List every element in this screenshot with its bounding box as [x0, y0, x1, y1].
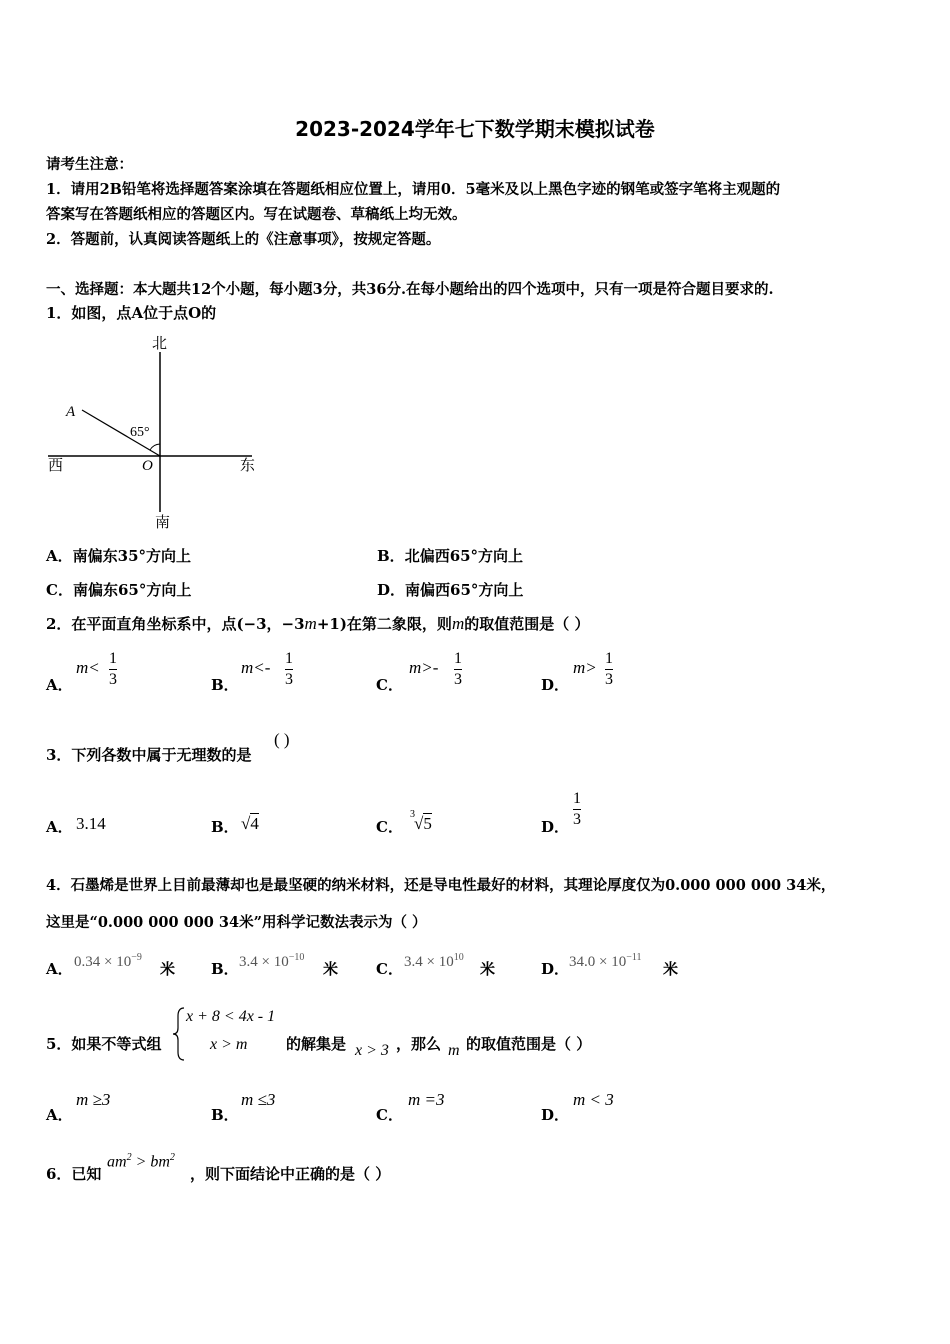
q4-option-b[interactable]: B． $3.4 \times 10^{-10}$ 米	[211, 952, 339, 978]
q5-option-c[interactable]: C． m =3	[376, 1090, 445, 1124]
q5-stem-a: 5．如果不等式组	[46, 1035, 162, 1053]
q6-stem-b: ，则下面结论中正确的是（ ）	[190, 1165, 391, 1183]
q5-stem-d: 的取值范围是（ ）	[466, 1035, 592, 1053]
q2-option-c[interactable]: C． m>- 1 3	[376, 650, 462, 694]
q2-option-d[interactable]: D． m> 1 3	[541, 650, 613, 694]
notice-heading: 请考生注意：	[46, 156, 133, 173]
q6-expression: $am^2 > bm^2$	[107, 1152, 175, 1171]
label-angle: 65°	[130, 425, 150, 440]
label-point-a: A	[66, 404, 76, 420]
q1-stem: 1．如图，点A位于点O的	[46, 304, 217, 322]
angle-arc	[150, 444, 160, 450]
q4-option-a[interactable]: A． $0.34 \times 10^{-9}$ 米	[46, 952, 176, 978]
q1-compass-figure	[40, 332, 270, 532]
q5-brace	[172, 1006, 186, 1062]
q1-option-d[interactable]: D．南偏西65°方向上	[377, 581, 524, 599]
section-heading: 一、选择题：本大题共12个小题，每小题3分，共36分.在每小题给出的四个选项中，只有一项是符合题目要求的.	[46, 281, 774, 298]
q5-stem-c: ，那么	[396, 1035, 442, 1053]
q2-option-b[interactable]: B． m<- 1 3	[211, 650, 293, 694]
page-title: 2023-2024学年七下数学期末模拟试卷	[295, 117, 655, 141]
q5-inequality-1: x + 8 < 4x - 1	[186, 1008, 276, 1025]
label-south: 南	[155, 515, 171, 531]
q5-stem-b: 的解集是	[286, 1035, 347, 1053]
q3-option-a[interactable]: A． 3.14	[46, 814, 106, 836]
q3-answer-paren: ( )	[274, 730, 290, 749]
q2-stem: 2．在平面直角坐标系中，点(−3，−3m+1)在第二象限，则m的取值范围是（ ）	[46, 614, 590, 633]
notice-line2: 2．答题前，认真阅读答题纸上的《注意事项》，按规定答题。	[46, 231, 441, 248]
q6-stem-a: 6．已知	[46, 1165, 102, 1183]
q4-line1: 4．石墨烯是世界上目前最薄却也是最坚硬的纳米材料，还是导电性最好的材料，其理论厚度仅为0.000 000 000 34米，	[46, 877, 836, 894]
q1-option-a[interactable]: A．南偏东35°方向上	[46, 547, 192, 565]
q3-option-c[interactable]: C． 3 √5	[376, 809, 432, 836]
notice-line1b: 答案写在答题纸相应的答题区内。写在试题卷、草稿纸上均无效。	[46, 206, 467, 223]
q5-option-a[interactable]: A． m ≥3	[46, 1090, 111, 1124]
q5-option-b[interactable]: B． m ≤3	[211, 1090, 276, 1124]
label-point-o: O	[142, 458, 153, 474]
q5-inequality-2: x > m	[210, 1036, 248, 1053]
q5-option-d[interactable]: D． m < 3	[541, 1090, 614, 1124]
q4-option-c[interactable]: C． $3.4 \times 10^{10}$ 米	[376, 952, 496, 978]
label-east: 东	[240, 458, 256, 474]
q5-solution: x > 3	[355, 1042, 389, 1059]
q4-line2: 这里是“0.000 000 000 34米”用科学记数法表示为（ ）	[46, 914, 427, 931]
q4-option-d[interactable]: D． $34.0 \times 10^{-11}$ 米	[541, 952, 679, 978]
q3-stem: 3．下列各数中属于无理数的是	[46, 746, 252, 764]
q2-option-a[interactable]: A． m< 1 3	[46, 650, 117, 694]
q1-option-c[interactable]: C．南偏东65°方向上	[46, 581, 192, 599]
q3-option-b[interactable]: B． √4	[211, 814, 259, 836]
q1-option-b[interactable]: B．北偏西65°方向上	[377, 547, 524, 565]
q5-m: m	[448, 1042, 460, 1059]
label-north: 北	[152, 336, 168, 352]
label-west: 西	[48, 458, 64, 474]
notice-line1: 1．请用2B铅笔将选择题答案涂填在答题纸相应位置上，请用0．5毫米及以上黑色字迹的钢笔或签字笔将主观题的	[46, 181, 781, 198]
q3-option-d[interactable]: D． 1 3	[541, 790, 581, 836]
